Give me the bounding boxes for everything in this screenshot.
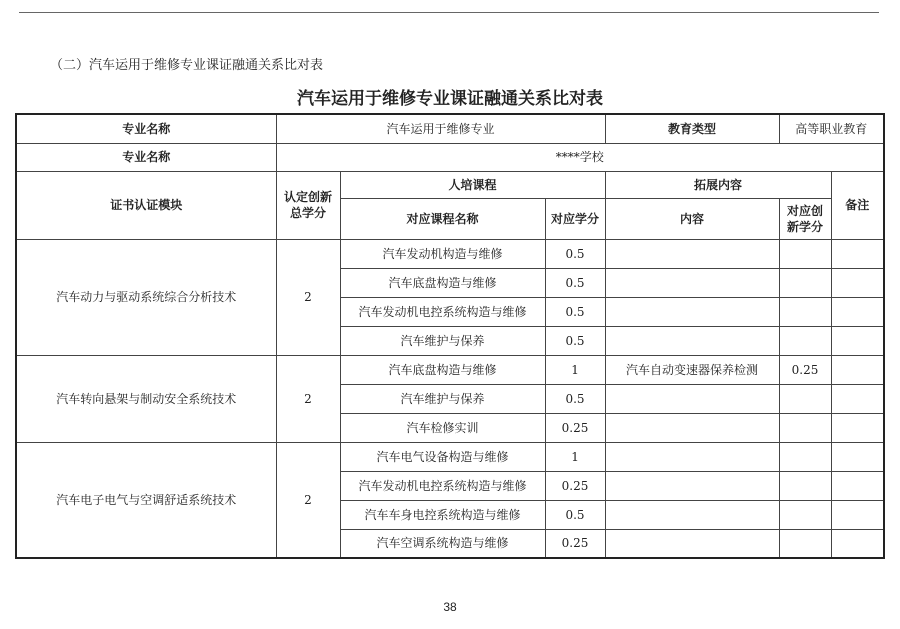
course-name: 汽车维护与保养 <box>340 326 545 355</box>
table-row <box>16 114 884 143</box>
innovation-credit <box>779 384 831 413</box>
remarks-cell <box>831 355 884 384</box>
major-value: 汽车运用于维修专业 <box>276 114 605 143</box>
course-name: 汽车检修实训 <box>340 413 545 442</box>
extension-content <box>605 326 779 355</box>
course-name: 汽车空调系统构造与维修 <box>340 529 545 558</box>
remarks-cell <box>831 471 884 500</box>
innovation-credit <box>779 268 831 297</box>
innovation-credit: 0.25 <box>779 355 831 384</box>
course-credit: 0.25 <box>545 529 605 558</box>
header-innovation-credit: 对应创新学分 <box>779 198 831 239</box>
comparison-table <box>15 113 885 559</box>
extension-content <box>605 268 779 297</box>
header-extension: 拓展内容 <box>605 171 831 198</box>
header-course-credit: 对应学分 <box>545 198 605 239</box>
course-credit: 0.5 <box>545 268 605 297</box>
header-credit: 认定创新总学分 <box>276 171 340 239</box>
top-rule <box>19 12 879 13</box>
remarks-cell <box>831 384 884 413</box>
module-credit: 2 <box>276 239 340 355</box>
innovation-credit <box>779 239 831 268</box>
innovation-credit <box>779 529 831 558</box>
course-name: 汽车车身电控系统构造与维修 <box>340 500 545 529</box>
course-name: 汽车电气设备构造与维修 <box>340 442 545 471</box>
module-name: 汽车电子电气与空调舒适系统技术 <box>16 442 276 558</box>
course-name: 汽车发动机电控系统构造与维修 <box>340 471 545 500</box>
module-name: 汽车转向悬架与制动安全系统技术 <box>16 355 276 442</box>
extension-content <box>605 500 779 529</box>
remarks-cell <box>831 442 884 471</box>
remarks-cell <box>831 268 884 297</box>
page-number: 38 <box>443 600 457 614</box>
innovation-credit <box>779 326 831 355</box>
remarks-cell <box>831 500 884 529</box>
innovation-credit <box>779 500 831 529</box>
header-training-course: 人培课程 <box>340 171 605 198</box>
remarks-cell <box>831 413 884 442</box>
extension-content <box>605 413 779 442</box>
extension-content <box>605 297 779 326</box>
course-name: 汽车发动机构造与维修 <box>340 239 545 268</box>
innovation-credit <box>779 413 831 442</box>
course-credit: 0.25 <box>545 471 605 500</box>
course-credit: 0.5 <box>545 500 605 529</box>
course-credit: 0.5 <box>545 239 605 268</box>
header-content: 内容 <box>605 198 779 239</box>
innovation-credit <box>779 471 831 500</box>
course-name: 汽车底盘构造与维修 <box>340 268 545 297</box>
header-course-name: 对应课程名称 <box>340 198 545 239</box>
course-credit: 1 <box>545 355 605 384</box>
extension-content <box>605 471 779 500</box>
edu-type-value: 高等职业教育 <box>779 114 884 143</box>
header-remarks: 备注 <box>831 171 884 239</box>
course-credit: 0.5 <box>545 384 605 413</box>
course-credit: 0.25 <box>545 413 605 442</box>
edu-type-label: 教育类型 <box>605 114 779 143</box>
table-body <box>16 114 884 558</box>
table-row <box>16 143 884 171</box>
document-title: 汽车运用于维修专业课证融通关系比对表 <box>297 89 603 109</box>
section-heading: （二）汽车运用于维修专业课证融通关系比对表 <box>50 58 324 73</box>
major-label: 专业名称 <box>16 114 276 143</box>
header-module: 证书认证模块 <box>16 171 276 239</box>
course-credit: 1 <box>545 442 605 471</box>
extension-content <box>605 384 779 413</box>
innovation-credit <box>779 442 831 471</box>
extension-content <box>605 239 779 268</box>
remarks-cell <box>831 297 884 326</box>
course-name: 汽车发动机电控系统构造与维修 <box>340 297 545 326</box>
school-label: 专业名称 <box>16 143 276 171</box>
module-credit: 2 <box>276 442 340 558</box>
table-row <box>16 442 884 471</box>
course-credit: 0.5 <box>545 297 605 326</box>
extension-content <box>605 442 779 471</box>
header-row <box>16 171 884 198</box>
remarks-cell <box>831 239 884 268</box>
remarks-cell <box>831 529 884 558</box>
module-name: 汽车动力与驱动系统综合分析技术 <box>16 239 276 355</box>
module-credit: 2 <box>276 355 340 442</box>
remarks-cell <box>831 326 884 355</box>
course-name: 汽车维护与保养 <box>340 384 545 413</box>
table-row <box>16 355 884 384</box>
course-name: 汽车底盘构造与维修 <box>340 355 545 384</box>
table-row <box>16 239 884 268</box>
school-value: ****学校 <box>276 143 884 171</box>
extension-content: 汽车自动变速器保养检测 <box>605 355 779 384</box>
extension-content <box>605 529 779 558</box>
innovation-credit <box>779 297 831 326</box>
course-credit: 0.5 <box>545 326 605 355</box>
